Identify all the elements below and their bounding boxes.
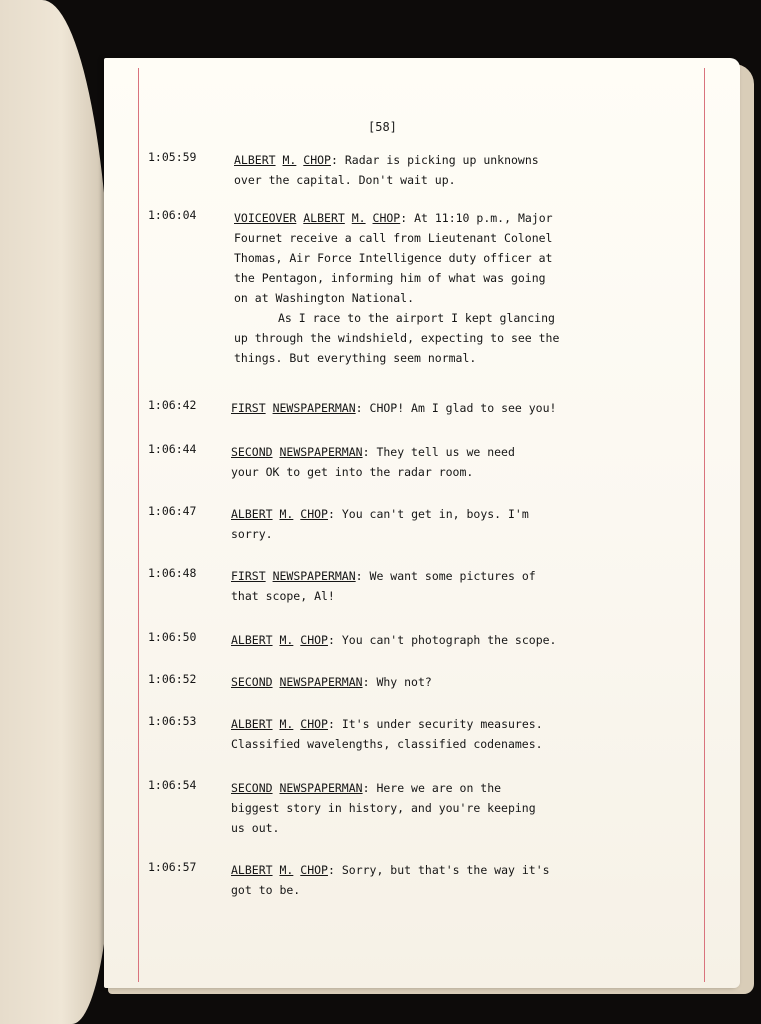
speaker-name: ALBERT M. CHOP xyxy=(234,153,331,167)
dialogue-text: ALBERT M. CHOP: You can't photograph the scope. xyxy=(231,633,557,647)
dialogue-text: VOICEOVER ALBERT M. CHOP: At 11:10 p.m., Major Fournet receive a call from Lieutenant Colonel Thomas, Air Force Intelligence duty officer at the Pentagon, informing him of what was going on at Washington National. As I race to the airport I kept glancing up through the windshield, expecting to see the things. But everything seem normal. xyxy=(234,211,560,365)
left-page xyxy=(0,0,112,1024)
dialogue-text: FIRST NEWSPAPERMAN: CHOP! Am I glad to see you! xyxy=(231,401,557,415)
dialogue-text: SECOND NEWSPAPERMAN: Here we are on the biggest story in history, and you're keeping us out. xyxy=(231,781,536,835)
dialogue-text: ALBERT M. CHOP: Sorry, but that's the way it's got to be. xyxy=(231,863,550,897)
speaker-name: SECOND NEWSPAPERMAN xyxy=(231,781,363,795)
dialogue-text: SECOND NEWSPAPERMAN: Why not? xyxy=(231,675,432,689)
timestamp: 1:06:42 xyxy=(148,398,197,412)
speaker-name: FIRST NEWSPAPERMAN xyxy=(231,569,356,583)
speaker-name: VOICEOVER ALBERT M. CHOP xyxy=(234,211,401,225)
timestamp: 1:06:54 xyxy=(148,778,197,792)
dialogue-text: SECOND NEWSPAPERMAN: They tell us we need your OK to get into the radar room. xyxy=(231,445,515,479)
timestamp: 1:06:57 xyxy=(148,860,197,874)
speaker-name: ALBERT M. CHOP xyxy=(231,507,328,521)
dialogue-text: FIRST NEWSPAPERMAN: We want some pictures of that scope, Al! xyxy=(231,569,536,603)
dialogue-text: ALBERT M. CHOP: Radar is picking up unknowns over the capital. Don't wait up. xyxy=(234,153,539,187)
speaker-name: ALBERT M. CHOP xyxy=(231,717,328,731)
timestamp: 1:05:59 xyxy=(148,150,197,164)
timestamp: 1:06:48 xyxy=(148,566,197,580)
dialogue-text: ALBERT M. CHOP: It's under security measures. Classified wavelengths, classified codenames. xyxy=(231,717,543,751)
script-page xyxy=(104,58,740,988)
timestamp: 1:06:04 xyxy=(148,208,197,222)
timestamp: 1:06:52 xyxy=(148,672,197,686)
timestamp: 1:06:53 xyxy=(148,714,197,728)
page-number: [58] xyxy=(368,120,397,134)
dialogue-text: ALBERT M. CHOP: You can't get in, boys. I'm sorry. xyxy=(231,507,529,541)
speaker-name: SECOND NEWSPAPERMAN xyxy=(231,445,363,459)
speaker-name: SECOND NEWSPAPERMAN xyxy=(231,675,363,689)
left-margin-rule xyxy=(138,68,139,982)
timestamp: 1:06:47 xyxy=(148,504,197,518)
speaker-name: ALBERT M. CHOP xyxy=(231,633,328,647)
speaker-name: FIRST NEWSPAPERMAN xyxy=(231,401,356,415)
speaker-name: ALBERT M. CHOP xyxy=(231,863,328,877)
timestamp: 1:06:44 xyxy=(148,442,197,456)
right-margin-rule xyxy=(704,68,705,982)
timestamp: 1:06:50 xyxy=(148,630,197,644)
